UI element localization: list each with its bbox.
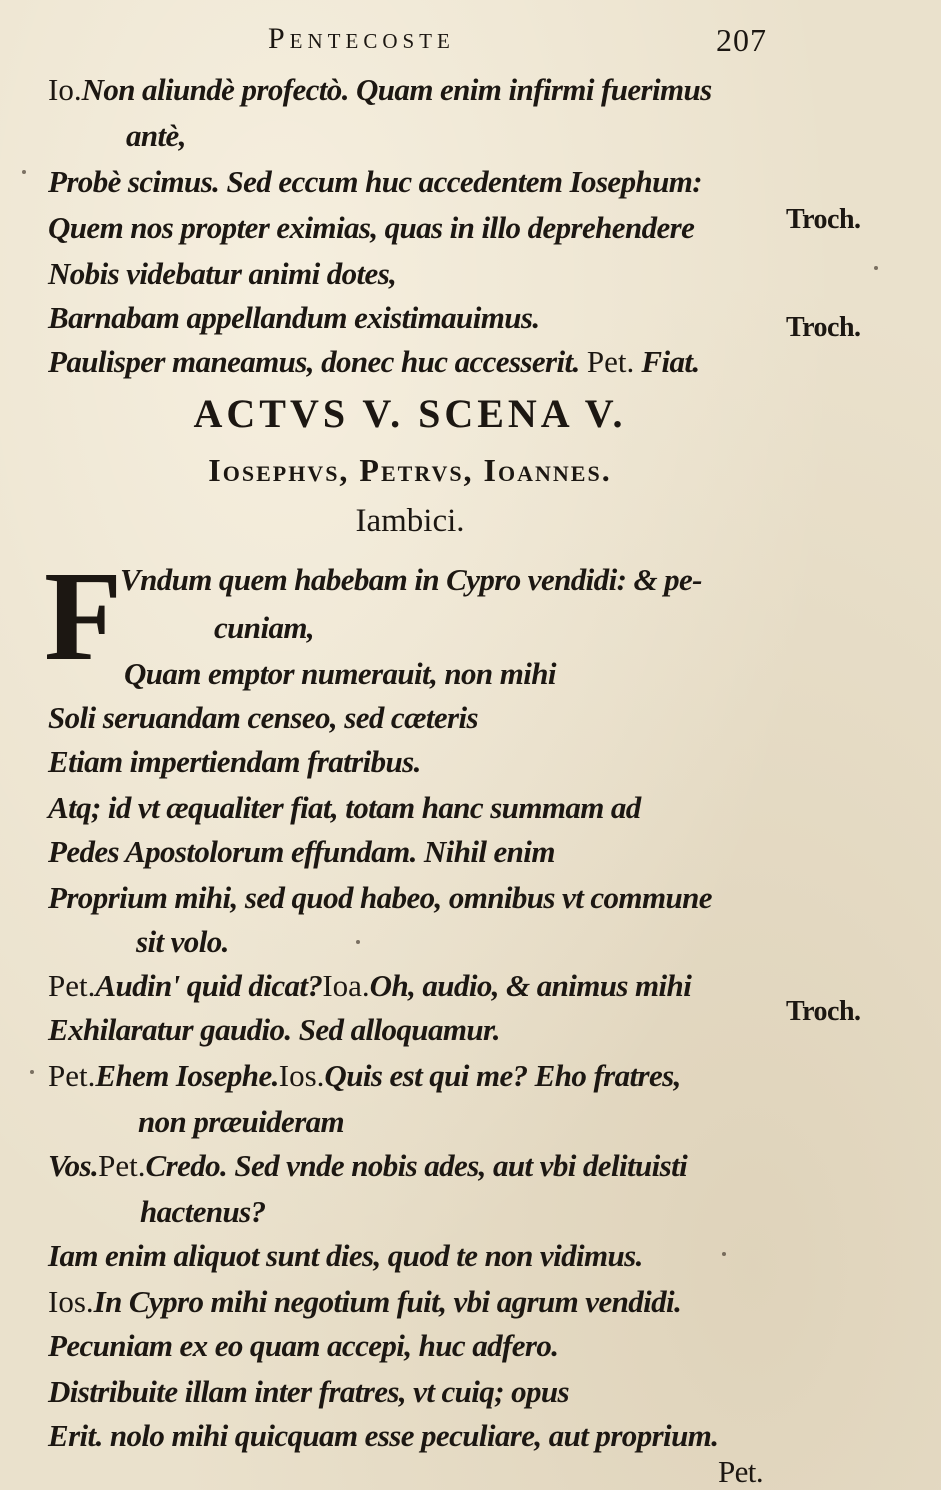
- drop-capital: F: [44, 545, 123, 687]
- verse-line: Erit. nolo mihi quicquam esse peculiare, aut proprium.: [48, 1418, 719, 1453]
- margin-note: Troch.: [786, 204, 861, 235]
- margin-note: Troch.: [786, 996, 861, 1027]
- speaker-label: Pet.: [48, 968, 96, 1003]
- speaker-label: Pet.: [586, 344, 635, 379]
- verse-line: Nobis videbatur animi dotes,: [48, 256, 397, 291]
- verse-line: Barnabam appellandum existimauimus.: [48, 300, 540, 335]
- dramatis-personae: Iosephvs, Petrvs, Ioannes.: [208, 452, 612, 488]
- verse-line: Io.Non aliundè profectò. Quam enim infirmi fuerimus: [48, 72, 712, 107]
- speaker-label: Io.: [48, 72, 82, 107]
- verse-line: hactenus?: [140, 1194, 266, 1229]
- speaker-label: Ioa.: [322, 968, 370, 1003]
- verse-line: Iam enim aliquot sunt dies, quod te non vidimus.: [48, 1238, 643, 1273]
- verse-line: Pecuniam ex eo quam accepi, huc adfero.: [48, 1328, 559, 1363]
- paper-speck: [722, 1252, 726, 1256]
- verse-line: Pet.Ehem Iosephe.Ios.Quis est qui me? Eho fratres,: [48, 1058, 681, 1093]
- speaker-label: Pet.: [48, 1058, 96, 1093]
- paper-speck: [874, 266, 878, 270]
- act-scene-heading: ACTVS V. SCENA V.: [193, 391, 627, 436]
- verse-line: Probè scimus. Sed eccum huc accedentem Iosephum:: [48, 164, 703, 199]
- verse-line: Pedes Apostolorum effundam. Nihil enim: [48, 834, 555, 869]
- page-number: 207: [716, 22, 767, 58]
- verse-line: antè,: [126, 118, 186, 153]
- speaker-label: Ios.: [278, 1058, 325, 1093]
- running-head: Pentecoste: [268, 22, 455, 55]
- verse-line: Paulisper maneamus, donec huc accesserit. Pet. Fiat.: [48, 344, 700, 379]
- verse-line: Pet.Audin' quid dicat?Ioa.Oh, audio, & animus mihi: [48, 968, 692, 1003]
- verse-line: Quem nos propter eximias, quas in illo deprehendere: [48, 210, 695, 245]
- verse-line: Atq; id vt æqualiter fiat, totam hanc summam ad: [48, 790, 641, 825]
- verse-line: non præuideram: [138, 1104, 345, 1139]
- verse-line: Vndum quem habebam in Cypro vendidi: & pe-: [120, 562, 702, 597]
- verse-line: Soli seruandam censeo, sed cæteris: [48, 700, 478, 735]
- verse-line: Ios.In Cypro mihi negotium fuit, vbi agrum vendidi.: [48, 1284, 682, 1319]
- verse-line: Proprium mihi, sed quod habeo, omnibus vt commune: [48, 880, 712, 915]
- verse-line: Etiam impertiendam fratribus.: [48, 744, 421, 779]
- catchword: Pet.: [718, 1454, 763, 1489]
- verse-line: Exhilaratur gaudio. Sed alloquamur.: [48, 1012, 500, 1047]
- verse-line: Quam emptor numerauit, non mihi: [124, 656, 556, 691]
- verse-line: Vos.Pet.Credo. Sed vnde nobis ades, aut vbi delituisti: [48, 1148, 688, 1183]
- paper-speck: [22, 170, 26, 174]
- verse-line: cuniam,: [214, 610, 315, 645]
- meter-label: Iambici.: [355, 503, 465, 539]
- verse-line: Distribuite illam inter fratres, vt cuiq; opus: [48, 1374, 569, 1409]
- verse-line: sit volo.: [136, 924, 229, 959]
- speaker-label: Ios.: [48, 1284, 94, 1319]
- paper-speck: [30, 1070, 34, 1074]
- speaker-label: Pet.: [98, 1148, 146, 1183]
- paper-speck: [356, 940, 360, 944]
- margin-note: Troch.: [786, 312, 861, 343]
